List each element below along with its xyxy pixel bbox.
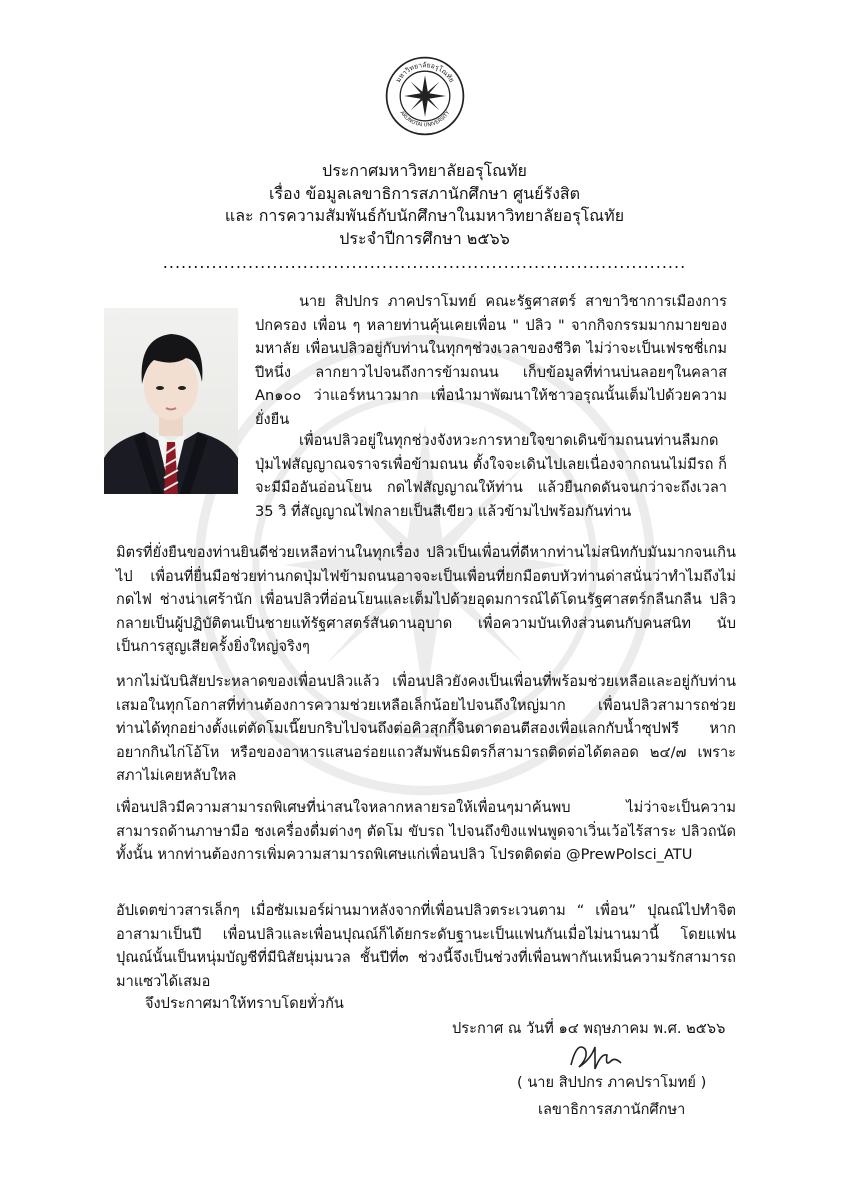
student-portrait-photo [104, 308, 238, 494]
paragraph-helpfulness: หากไม่นับนิสัยประหลาดของเพื่อนปลิวแล้ว เพื่อนปลิวยังคงเป็นเพื่อนที่พร้อมช่วยเหลือและอยู่กับท่านเสมอในทุกโอกาสที่ท่านต้องการความช่วยเหลือเล็กน้อยไปจนถึงใหญ่มาก เพื่อนปลิวสามารถช่วยท่านได้ทุกอย่างตั้งแต่ตัดโมเนี๊ยบกริบไปจนถึงต่อคิวสุกกี้จินดาตอนตีสองเพื่อแลกกับน้ำซุปฟรี หากอยากกินไก่โอ้โห หรือของอาหารแสนอร่อยแถวสัมพันธมิตรก็สามารถติดต่อได้ตลอด ๒๔/๗ เพราะสภาไม่เคยหลับใหล [116, 673, 736, 784]
closing-statement: จึงประกาศมาให้ทราบโดยทั่วกัน [145, 995, 344, 1012]
header-line-2: เรื่อง ข้อมูลเลขาธิการสภานักศึกษา ศูนย์รังสิต [268, 183, 581, 203]
paragraph-traffic-light: เพื่อนปลิวอยู่ในทุกช่วงจังหวะการหายใจขาดเดินข้ามถนนท่านลืมกดปุ่มไฟสัญญาณจราจรเพื่อข้ามถนน ตั้งใจจะเดินไปเลยเนื่องจากถนนไม่มีรถ ก็จะมีมืออันอ่อนโยน กดไฟสัญญาณให้ท่าน แล้วยืนกดดันจนกว่าจะถึงเวลา 35 วิ ที่สัญญาณไฟกลายเป็นสีเขียว แล้วข้ามไปพร้อมกันท่าน [255, 432, 727, 520]
paragraph-news-update: อัปเดตข่าวสารเล็กๆ เมื่อซัมเมอร์ผ่านมาหลังจากที่เพื่อนปลิวตระเวนตาม “ เพื่อน” ปุณณ์ไปทำจิตอาสามาเป็นปี เพื่อนปลิวและเพื่อนปุณณ์ก็ได้ยกระดับฐานะเป็นแฟนกันเมื่อไม่นานมานี้ โดยแฟนปุณณ์นั้นเป็นหนุ่มบัญชีที่มีนิสัยนุ่มนวล ชั้นปีที่๓ ช่วงนี้จึงเป็นช่วงที่เพื่อนพากันเหม็นความรักสามารถมาแซวได้เสมอ [116, 902, 736, 990]
header-line-1: ประกาศมหาวิทยาลัยอรุโณทัย [322, 161, 527, 180]
handwritten-signature [565, 1035, 625, 1075]
svg-text:มหาวิทยาลัยอรุโณทัย: มหาวิทยาลัยอรุโณทัย [394, 61, 456, 84]
paragraph-friendship: มิตรที่ยั่งยืนของท่านยินดีช่วยเหลือท่านในทุกเรื่อง ปลิวเป็นเพื่อนที่ดีหากท่านไม่สนิทกับมันมากจนเกินไป เพื่อนที่ยื่นมือช่วยท่านกดปุ่มไฟข้ามถนนอาจจะเป็นเพื่อนที่ยกมือตบหัวท่านด่าสนั่นว่าทำไมถึงไม่กดไฟ ช่างน่าเศร้านัก เพื่อนปลิวที่อ่อนโยนและเต็มไปด้วยอุดมการณ์ได้โดนรัฐศาสตร์กลืนกลืน ปลิวกลายเป็นผู้ปฏิบัติตนเป็นชายแท้รัฐศาสตร์สันดานอุบาด เพื่อความบันเทิงส่วนตนกับคนสนิท นับเป็นการสูญเสียครั้งยิ่งใหญ่จริงๆ [116, 544, 736, 655]
paragraph-special-abilities: เพื่อนปลิวมีความสามารถพิเศษที่น่าสนใจหลากหลายรอให้เพื่อนๆมาค้นพบ ไม่ว่าจะเป็นความสามารถด้านภาษามือ ชงเครื่องดื่มต่างๆ ตัดโม ขับรถ ไปจนถึงขิงแฟนพูดจาเวิ่นเว้อไร้สาระ ปลิวถนัดทั้งนั้น หากท่านต้องการเพิ่มความสามารถพิเศษแก่เพื่อนปลิว โปรดติดต่อ @PrewPolsci_ATU [116, 799, 736, 863]
header-line-4: ประจำปีการศึกษา ๒๕๖๖ [339, 228, 510, 248]
header-line-3: และ การความสัมพันธ์กับนักศึกษาในมหาวิทยาลัยอรุโณทัย [224, 206, 625, 225]
paragraph-introduction: นาย สิปปกร ภาคปราโมทย์ คณะรัฐศาสตร์ สาขาวิชาการเมืองการปกครอง เพื่อน ๆ หลายท่านคุ้นเคยเพื่อน " ปลิว " จากกิจกรรมมากมายของมหาลัย เพื่อนปลิวอยู่กับท่านในทุกๆช่วงเวลาของชีวิต ไม่ว่าจะเป็นเฟรชชี่เกมปีหนึ่ง ลากยาวไปจนถึงการข้ามถนน เก็บข้อมูลที่ท่านบ่นลอยๆในคลาส An๑๐๐ ว่าแอร์หนาวมาก เพื่อนำมาพัฒนาให้ชาวอรุณนั้นเต็มไปด้วยความยั่งยืน [255, 293, 727, 428]
university-seal-logo [385, 56, 465, 136]
svg-text:ARUNOTAI UNIVERSITY: ARUNOTAI UNIVERSITY [398, 110, 452, 129]
signer-name: ( นาย สิปปกร ภาคปราโมทย์ ) [517, 1074, 707, 1091]
signer-position: เลขาธิการสภานักศึกษา [538, 1101, 686, 1118]
announcement-date: ประกาศ ณ วันที่ ๑๔ พฤษภาคม พ.ศ. ๒๕๖๖ [452, 1020, 726, 1037]
header-divider: ...................................................................................... [162, 253, 687, 272]
announcement-header [0, 160, 849, 275]
